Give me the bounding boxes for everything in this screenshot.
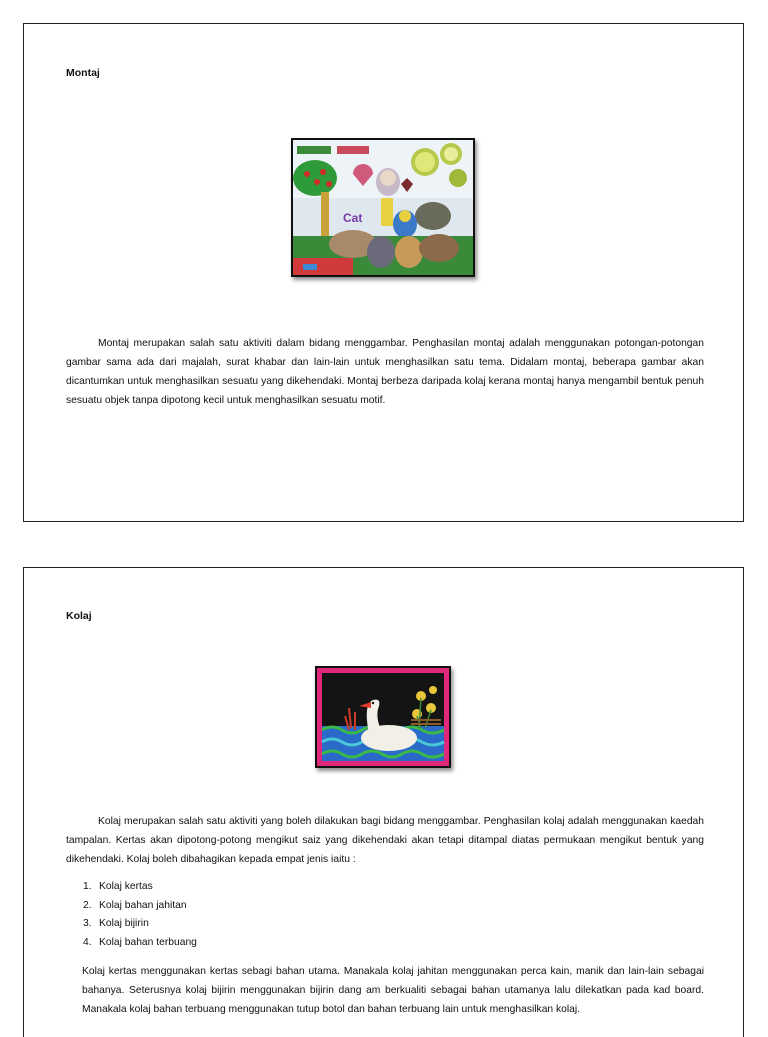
document-page-kolaj (23, 567, 744, 1037)
section-title-montaj: Montaj (66, 67, 100, 79)
collage-artwork (317, 668, 449, 766)
kolaj-description: Kolaj merupakan salah satu aktiviti yang boleh dilakukan bagi bidang menggambar. Penghasilan kolaj adalah menggunakan kaedah tampalan. Kertas akan dipotong-potong mengikut saiz yang dikehendaki akan tetapi ditampal diatas permukaan mengikut bentuk yang dikehendaki. Kolaj boleh dibahagikan kepada empat jenis iaitu : (66, 816, 704, 865)
kolaj-types-description: Kolaj kertas menggunakan kertas sebagi bahan utama. Manakala kolaj jahitan menggunakan perca kain, manik dan lain-lain sebagai bahanya. Seterusnya kolaj bijirin menggunakan bijirin dang am berkualiti sebagai bahan utamanya lalu dilekatkan pada kad board. Manakala kolaj bahan terbuang menggunakan tutup botol dan bahan terbuang lain untuk menghasilkan kolaj. (82, 966, 704, 1015)
collage-example-photo (315, 666, 451, 768)
list-item: 4. Kolaj bahan terbuang (83, 936, 197, 948)
list-item: 1. Kolaj kertas (83, 881, 153, 892)
document-page-montaj (23, 23, 744, 522)
section-title-kolaj: Kolaj (66, 610, 92, 622)
kolaj-types-list (83, 878, 197, 952)
montage-artwork (293, 140, 473, 275)
list-item: 2. Kolaj bahan jahitan (83, 899, 187, 911)
montaj-description: Montaj merupakan salah satu aktiviti dalam bidang menggambar. Penghasilan montaj adalah menggunakan potongan-potongan gambar sama ada dari majalah, surat khabar dan lain-lain untuk menghasilkan satu tema. Didalam montaj, beberapa gambar akan dicantumkan untuk menghasilkan sesuatu yang dikehendaki. Montaj berbeza daripada kolaj kerana montaj hanya mengambil bentuk penuh sesuatu objek tanpa dipotong kecil untuk menghasilkan sesuatu motif. (66, 338, 704, 406)
list-item: 3. Kolaj bijirin (83, 918, 149, 929)
montage-example-photo (291, 138, 475, 277)
montage-image-caption: Cat (343, 211, 363, 225)
